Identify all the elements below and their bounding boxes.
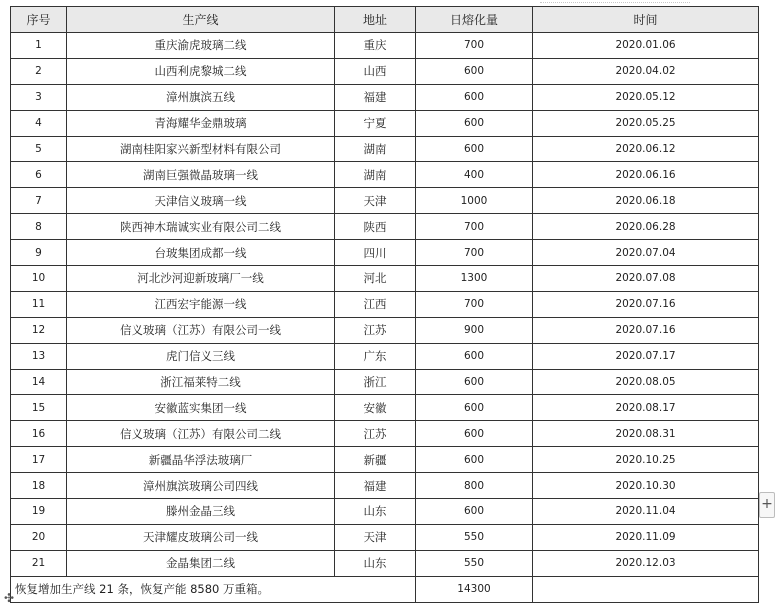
cell-time: 2020.01.06 (533, 33, 759, 59)
cell-time: 2020.11.09 (533, 524, 759, 550)
cell-daily-melt: 600 (416, 499, 533, 525)
table-row (11, 240, 759, 266)
cell-index: 10 (11, 266, 67, 292)
production-line-table (10, 6, 759, 603)
cell-location: 河北 (335, 266, 416, 292)
cell-production-line: 信义玻璃（江苏）有限公司一线 (67, 317, 335, 343)
cell-index: 1 (11, 33, 67, 59)
table-row (11, 473, 759, 499)
table-row (11, 421, 759, 447)
cell-location: 陕西 (335, 214, 416, 240)
faint-dotted-line (540, 0, 690, 3)
cell-location: 安徽 (335, 395, 416, 421)
cell-location: 福建 (335, 84, 416, 110)
cell-index: 21 (11, 550, 67, 576)
cell-production-line: 新疆晶华浮法玻璃厂 (67, 447, 335, 473)
cell-time: 2020.08.31 (533, 421, 759, 447)
table-body (11, 33, 759, 577)
cell-daily-melt: 1000 (416, 188, 533, 214)
cell-index: 5 (11, 136, 67, 162)
cell-index: 12 (11, 317, 67, 343)
table-row (11, 162, 759, 188)
cell-production-line: 湖南桂阳家兴新型材料有限公司 (67, 136, 335, 162)
cell-location: 宁夏 (335, 110, 416, 136)
summary-total: 14300 (416, 576, 533, 602)
cell-daily-melt: 550 (416, 524, 533, 550)
cell-daily-melt: 600 (416, 84, 533, 110)
cell-time: 2020.07.17 (533, 343, 759, 369)
cell-production-line: 漳州旗滨五线 (67, 84, 335, 110)
cell-time: 2020.07.08 (533, 266, 759, 292)
cell-daily-melt: 600 (416, 136, 533, 162)
cell-time: 2020.12.03 (533, 550, 759, 576)
cell-daily-melt: 600 (416, 447, 533, 473)
cell-index: 15 (11, 395, 67, 421)
cell-location: 湖南 (335, 136, 416, 162)
cell-location: 福建 (335, 473, 416, 499)
cell-time: 2020.08.17 (533, 395, 759, 421)
cell-location: 山东 (335, 499, 416, 525)
summary-text: 恢复增加生产线 21 条，恢复产能 8580 万重箱。 (11, 576, 416, 602)
cell-production-line: 陕西神木瑞诚实业有限公司二线 (67, 214, 335, 240)
table-row (11, 524, 759, 550)
table-row (11, 266, 759, 292)
cell-time: 2020.04.02 (533, 58, 759, 84)
table-row (11, 395, 759, 421)
cell-production-line: 漳州旗滨玻璃公司四线 (67, 473, 335, 499)
cell-production-line: 山西利虎黎城二线 (67, 58, 335, 84)
cell-index: 4 (11, 110, 67, 136)
cell-production-line: 河北沙河迎新玻璃厂一线 (67, 266, 335, 292)
cell-index: 18 (11, 473, 67, 499)
cell-time: 2020.08.05 (533, 369, 759, 395)
cell-index: 11 (11, 291, 67, 317)
cell-production-line: 安徽蓝实集团一线 (67, 395, 335, 421)
cell-daily-melt: 600 (416, 58, 533, 84)
cell-daily-melt: 600 (416, 395, 533, 421)
cell-time: 2020.07.16 (533, 291, 759, 317)
table-row (11, 369, 759, 395)
cell-production-line: 湖南巨强微晶玻璃一线 (67, 162, 335, 188)
cell-time: 2020.05.25 (533, 110, 759, 136)
table-header-row (11, 7, 759, 33)
table-row (11, 188, 759, 214)
table-row (11, 84, 759, 110)
cell-time: 2020.07.04 (533, 240, 759, 266)
cell-time: 2020.06.28 (533, 214, 759, 240)
header-index: 序号 (11, 7, 67, 33)
header-daily-melt: 日熔化量 (416, 7, 533, 33)
cell-location: 山东 (335, 550, 416, 576)
cell-daily-melt: 600 (416, 343, 533, 369)
cell-location: 山西 (335, 58, 416, 84)
cell-time: 2020.06.16 (533, 162, 759, 188)
cell-location: 湖南 (335, 162, 416, 188)
cell-time: 2020.10.25 (533, 447, 759, 473)
cell-index: 20 (11, 524, 67, 550)
cell-time: 2020.05.12 (533, 84, 759, 110)
cell-production-line: 重庆渝虎玻璃二线 (67, 33, 335, 59)
cell-index: 16 (11, 421, 67, 447)
cell-daily-melt: 1300 (416, 266, 533, 292)
table-row (11, 499, 759, 525)
cell-location: 江西 (335, 291, 416, 317)
cell-daily-melt: 600 (416, 110, 533, 136)
table-row (11, 214, 759, 240)
cell-daily-melt: 700 (416, 240, 533, 266)
cell-time: 2020.06.18 (533, 188, 759, 214)
cell-production-line: 信义玻璃（江苏）有限公司二线 (67, 421, 335, 447)
table-row (11, 110, 759, 136)
cell-location: 四川 (335, 240, 416, 266)
cell-production-line: 虎门信义三线 (67, 343, 335, 369)
cell-location: 天津 (335, 524, 416, 550)
table-row (11, 447, 759, 473)
header-production-line: 生产线 (67, 7, 335, 33)
plus-icon[interactable]: + (759, 492, 775, 518)
cell-production-line: 浙江福莱特二线 (67, 369, 335, 395)
cell-daily-melt: 700 (416, 33, 533, 59)
table-row (11, 343, 759, 369)
header-time: 时间 (533, 7, 759, 33)
cell-index: 9 (11, 240, 67, 266)
cell-daily-melt: 700 (416, 291, 533, 317)
cell-location: 浙江 (335, 369, 416, 395)
cell-production-line: 江西宏宇能源一线 (67, 291, 335, 317)
cell-time: 2020.11.04 (533, 499, 759, 525)
cell-time: 2020.06.12 (533, 136, 759, 162)
summary-row (11, 576, 759, 602)
cell-production-line: 金晶集团二线 (67, 550, 335, 576)
table-row (11, 58, 759, 84)
cell-time: 2020.10.30 (533, 473, 759, 499)
cell-location: 江苏 (335, 421, 416, 447)
cell-location: 天津 (335, 188, 416, 214)
cell-daily-melt: 600 (416, 421, 533, 447)
cell-daily-melt: 700 (416, 214, 533, 240)
cell-index: 3 (11, 84, 67, 110)
header-location: 地址 (335, 7, 416, 33)
cell-location: 广东 (335, 343, 416, 369)
summary-time (533, 576, 759, 602)
cell-index: 14 (11, 369, 67, 395)
cell-production-line: 台玻集团成都一线 (67, 240, 335, 266)
cell-index: 7 (11, 188, 67, 214)
cell-location: 江苏 (335, 317, 416, 343)
cell-index: 2 (11, 58, 67, 84)
cell-time: 2020.07.16 (533, 317, 759, 343)
cell-production-line: 滕州金晶三线 (67, 499, 335, 525)
cell-production-line: 天津耀皮玻璃公司一线 (67, 524, 335, 550)
cell-index: 17 (11, 447, 67, 473)
cell-production-line: 天津信义玻璃一线 (67, 188, 335, 214)
cell-daily-melt: 550 (416, 550, 533, 576)
move-handle-icon[interactable]: ✣ (3, 591, 15, 605)
cell-index: 13 (11, 343, 67, 369)
cell-daily-melt: 400 (416, 162, 533, 188)
cell-index: 19 (11, 499, 67, 525)
table-row (11, 33, 759, 59)
cell-daily-melt: 800 (416, 473, 533, 499)
cell-daily-melt: 900 (416, 317, 533, 343)
cell-location: 重庆 (335, 33, 416, 59)
cell-location: 新疆 (335, 447, 416, 473)
cell-index: 6 (11, 162, 67, 188)
cell-daily-melt: 600 (416, 369, 533, 395)
table-row (11, 136, 759, 162)
table-row (11, 291, 759, 317)
table-row (11, 550, 759, 576)
cell-production-line: 青海耀华金鼎玻璃 (67, 110, 335, 136)
table-row (11, 317, 759, 343)
cell-index: 8 (11, 214, 67, 240)
